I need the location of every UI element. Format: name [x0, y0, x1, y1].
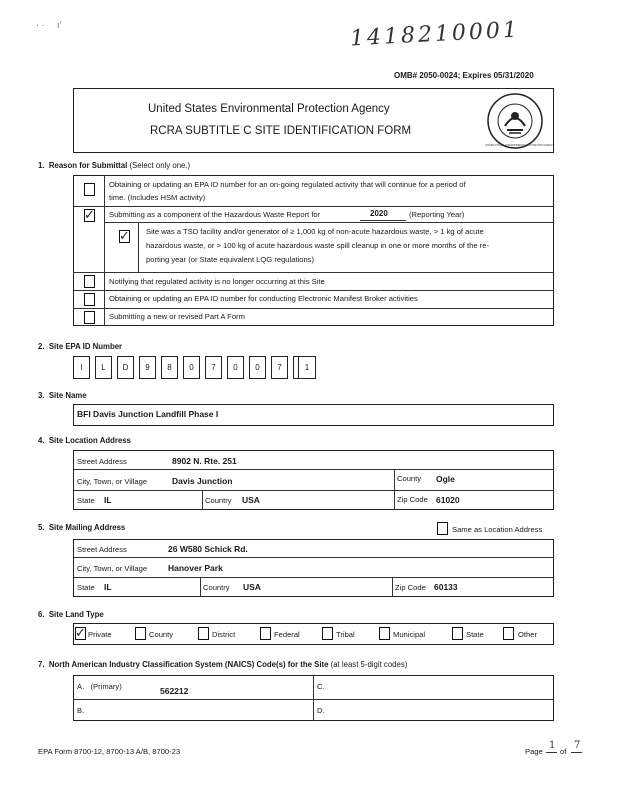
location-state-label: State	[77, 496, 95, 505]
land-type-district-checkbox[interactable]	[198, 627, 209, 640]
location-city-label: City, Town, or Village	[77, 477, 148, 486]
reason-2a-checkmark-icon: ✓	[119, 229, 130, 244]
epa-id-char[interactable]: I	[73, 356, 90, 379]
naics-a-label: A. (Primary)	[77, 682, 122, 691]
epa-id-char[interactable]: 7	[205, 356, 222, 379]
sec6-heading: 6. Site Land Type	[38, 610, 104, 619]
land-type-other-label: Other	[518, 630, 537, 639]
location-state-value[interactable]: IL	[104, 495, 112, 505]
land-type-federal-label: Federal	[274, 630, 300, 639]
land-type-state-label: State	[466, 630, 484, 639]
reason-1-checkbox[interactable]	[84, 183, 95, 196]
reason-2a-label-line1: Site was a TSD facility and/or generator of ≥ 1,000 kg of non-acute hazardous waste, > 1 kg of acute	[146, 227, 484, 236]
land-type-tribal-checkbox[interactable]	[322, 627, 333, 640]
epa-id-char[interactable]: D	[117, 356, 134, 379]
epa-id-char[interactable]: 9	[139, 356, 156, 379]
reason-3-label: Notifying that regulated activity is no longer occurring at this Site	[109, 277, 325, 286]
omb-number: OMB# 2050-0024; Expires 05/31/2020	[394, 71, 534, 80]
sec2-heading: 2. Site EPA ID Number	[38, 342, 123, 351]
land-type-state-checkbox[interactable]	[452, 627, 463, 640]
reason-5-label: Submitting a new or revised Part A Form	[109, 312, 245, 321]
location-city-value[interactable]: Davis Junction	[172, 476, 233, 486]
land-type-federal-checkbox[interactable]	[260, 627, 271, 640]
epa-id-char[interactable]: 0	[183, 356, 200, 379]
location-zip-label: Zip Code	[397, 495, 428, 504]
reason-2a-label-line2: hazardous waste, or > 100 kg of acute hazardous waste spill cleanup in one or more months of the re-	[146, 241, 489, 250]
reason-2-reporting-year-label: (Reporting Year)	[409, 210, 465, 219]
reason-4-checkbox[interactable]	[84, 293, 95, 306]
epa-seal	[485, 92, 555, 150]
location-county-value[interactable]: Ogle	[436, 474, 455, 484]
sec7-heading: 7. North American Industry Classification System (NAICS) Code(s) for the Site (at least 5-digit codes)	[38, 660, 408, 669]
land-type-municipal-checkbox[interactable]	[379, 627, 390, 640]
location-county-label: County	[397, 474, 422, 483]
header-box	[73, 88, 554, 153]
naics-c-label: C.	[317, 682, 325, 691]
mailing-zip-value[interactable]: 60133	[434, 582, 458, 592]
reason-4-label: Obtaining or updating an EPA ID number for conducting Electronic Manifest Broker activities	[109, 294, 418, 303]
naics-d-label: D.	[317, 706, 325, 715]
reason-2a-label-line3: porting year (or State equivalent LQG regulations)	[146, 255, 314, 264]
reporting-year: 2020	[370, 209, 388, 218]
sec1-heading: 1. Reason for Submittal (Select only one.)	[38, 161, 191, 170]
location-zip-value[interactable]: 61020	[436, 495, 460, 505]
mailing-country-value[interactable]: USA	[243, 582, 261, 592]
mailing-zip-label: Zip Code	[395, 583, 426, 592]
handwritten-number: 1418210001	[349, 17, 521, 52]
footer-form-numbers: EPA Form 8700-12, 8700-13 A/B, 8700-23	[38, 747, 181, 756]
naics-a-value[interactable]: 562212	[160, 686, 189, 696]
sec3-heading: 3. Site Name	[38, 391, 87, 400]
epa-id-char[interactable]: 0	[227, 356, 244, 379]
location-street-value[interactable]: 8902 N. Rte. 251	[172, 456, 237, 466]
reason-1-label-cont: time. (Includes HSM activity)	[109, 193, 206, 202]
location-country-value[interactable]: USA	[242, 495, 260, 505]
land-type-municipal-label: Municipal	[393, 630, 426, 639]
land-type-tribal-label: Tribal	[336, 630, 355, 639]
reason-5-checkbox[interactable]	[84, 311, 95, 324]
mailing-country-label: Country	[203, 583, 230, 592]
mailing-state-value[interactable]: IL	[104, 582, 112, 592]
form-title: RCRA SUBTITLE C SITE IDENTIFICATION FORM	[150, 125, 412, 137]
seal-text: UNITED STATES ENVIRONMENTAL PROTECTION AGENCY	[485, 144, 555, 147]
footer-page-num: 1	[549, 740, 556, 751]
land-type-county-checkbox[interactable]	[135, 627, 146, 640]
sec5-heading: 5. Site Mailing Address	[38, 523, 126, 532]
reason-1-label: Obtaining or updating an EPA ID number for an on-going regulated activity that will continue for a period of	[109, 180, 466, 189]
footer-of-label: of	[560, 747, 567, 756]
land-type-county-label: County	[149, 630, 174, 639]
same-as-location-label: Same as Location Address	[452, 525, 543, 534]
site-name-value: BFI Davis Junction Landfill Phase I	[77, 409, 219, 419]
epa-id-char[interactable]: 8	[161, 356, 178, 379]
mailing-street-value[interactable]: 26 W580 Schick Rd.	[168, 544, 248, 554]
footer-page-total: 7	[574, 740, 581, 751]
land-type-other-checkbox[interactable]	[503, 627, 514, 640]
mailing-street-label: Street Address	[77, 545, 127, 554]
footer-page-label: Page	[525, 747, 543, 756]
mailing-state-label: State	[77, 583, 95, 592]
reason-3-checkbox[interactable]	[84, 275, 95, 288]
stray-marks: · · ı'	[36, 20, 62, 30]
epa-id-char[interactable]: 1	[298, 356, 316, 379]
epa-id-char[interactable]: 7	[271, 356, 288, 379]
land-type-private-label: Private	[88, 630, 112, 639]
agency-name: United States Environmental Protection Agency	[148, 103, 390, 115]
mailing-city-value[interactable]: Hanover Park	[168, 563, 223, 573]
naics-b-label: B.	[77, 706, 85, 715]
same-as-location-checkbox[interactable]	[437, 522, 448, 535]
land-type-district-label: District	[212, 630, 236, 639]
reason-2-checkmark-icon: ✓	[84, 208, 95, 223]
mailing-city-label: City, Town, or Village	[77, 564, 148, 573]
land-type-private-checkmark-icon: ✓	[75, 626, 86, 641]
location-country-label: Country	[205, 496, 232, 505]
reason-2-label: Submitting as a component of the Hazardous Waste Report for	[109, 210, 321, 219]
sec4-heading: 4. Site Location Address	[38, 436, 131, 445]
epa-id-char[interactable]: L	[95, 356, 112, 379]
location-street-label: Street Address	[77, 457, 127, 466]
epa-id-char[interactable]: 0	[249, 356, 266, 379]
